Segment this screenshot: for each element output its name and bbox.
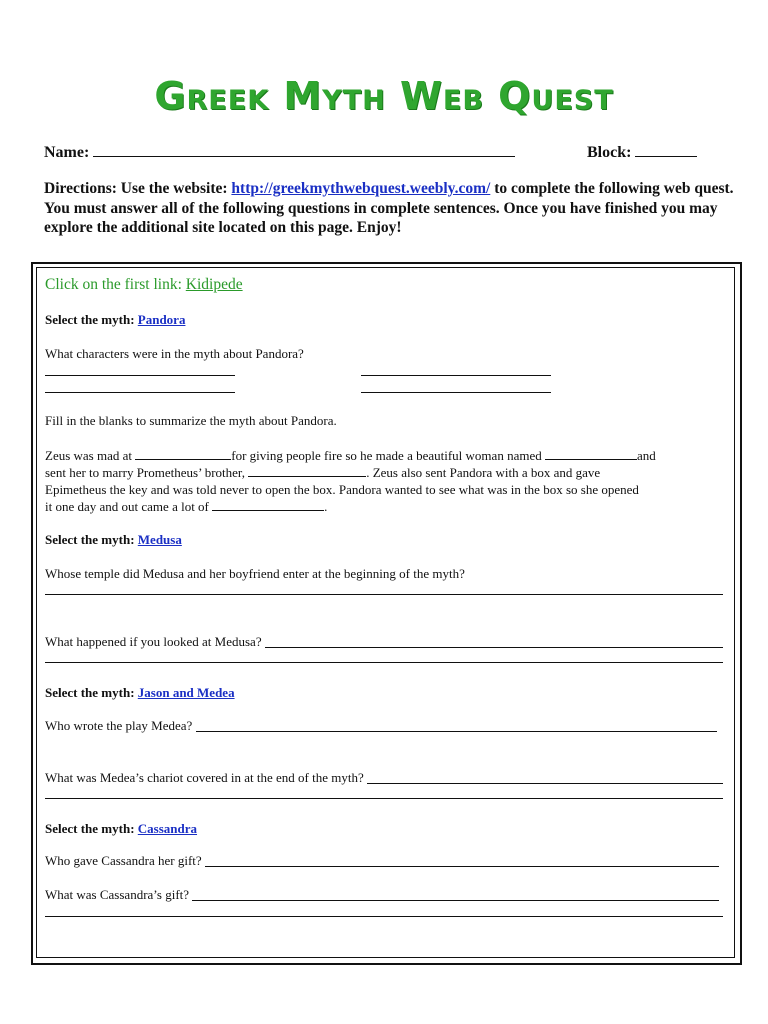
summary-text: Epimetheus the key and was told never to open the box. Pandora wanted to see what was in the box so she opened: [45, 482, 639, 497]
answer-line[interactable]: [45, 798, 723, 799]
question-medea-chariot: [45, 770, 723, 786]
kidipede-link[interactable]: Kidipede: [185, 276, 243, 293]
select-label: Select the myth:: [45, 821, 138, 836]
question-text: Who gave Cassandra her gift?: [45, 853, 205, 868]
answer-line[interactable]: [192, 887, 719, 901]
website-link[interactable]: http://greekmythwebquest.weebly.com/: [231, 180, 491, 197]
select-myth-pandora: [45, 312, 185, 328]
select-label: Select the myth:: [45, 532, 138, 547]
question-text: What was Medea’s chariot covered in at the end of the myth?: [45, 770, 367, 785]
select-myth-jason: [45, 685, 235, 701]
question-cassandra-giver: [45, 853, 719, 869]
question-medea-author: [45, 718, 717, 734]
directions-lead: Directions: Use the website:: [44, 180, 232, 197]
summary-text: for giving people fire so he made a beautiful woman named: [231, 448, 545, 463]
question-text: What happened if you looked at Medusa?: [45, 634, 265, 649]
select-label: Select the myth:: [45, 312, 138, 327]
answer-line[interactable]: [361, 392, 551, 393]
answer-line[interactable]: [45, 916, 723, 917]
name-label: Name:: [44, 144, 90, 161]
answer-line[interactable]: [367, 770, 723, 784]
question-cassandra-gift: [45, 887, 719, 903]
answer-line[interactable]: [205, 853, 719, 867]
block-input-line[interactable]: [635, 141, 697, 157]
block-label: Block:: [587, 144, 632, 161]
blank-troubles[interactable]: [212, 498, 324, 511]
summary-text: it one day and out came a lot of: [45, 499, 213, 514]
question-pandora-characters: What characters were in the myth about Pandora?: [45, 346, 304, 361]
name-input-line[interactable]: [93, 141, 515, 157]
first-link-row: [45, 276, 243, 294]
answer-line[interactable]: [45, 375, 235, 376]
cassandra-link[interactable]: Cassandra: [137, 821, 198, 836]
pandora-summary-instructions: Fill in the blanks to summarize the myth about Pandora.: [45, 413, 337, 428]
blank-prometheus[interactable]: [135, 447, 231, 460]
summary-text: sent her to marry Prometheus’ brother,: [45, 465, 249, 480]
answer-line[interactable]: [45, 662, 723, 663]
question-medusa-look: [45, 634, 723, 650]
question-text: Who wrote the play Medea?: [45, 718, 196, 733]
blank-epimetheus[interactable]: [248, 464, 366, 477]
name-field-row: [44, 141, 515, 162]
directions: [44, 179, 734, 238]
answer-line[interactable]: [196, 718, 717, 732]
summary-text: .: [324, 499, 328, 514]
block-field-row: [587, 141, 697, 162]
pandora-link[interactable]: Pandora: [137, 312, 186, 327]
summary-text: Zeus was mad at: [45, 448, 136, 463]
blank-pandora[interactable]: [545, 447, 637, 460]
select-myth-medusa: [45, 532, 182, 548]
jason-medea-link[interactable]: Jason and Medea: [137, 685, 235, 700]
pandora-summary-paragraph: [45, 447, 735, 515]
first-link-label: Click on the first link:: [45, 276, 186, 293]
summary-text: and: [636, 448, 656, 463]
answer-line[interactable]: [361, 375, 551, 376]
question-text: What was Cassandra’s gift?: [45, 887, 193, 902]
select-label: Select the myth:: [45, 685, 138, 700]
answer-line[interactable]: [265, 634, 723, 648]
select-myth-cassandra: [45, 821, 197, 837]
directions-rest: to complete the following web quest. You must answer all of the following questions in complete sentences. Once you have finished you may explore the additional site located on this page. Enjoy!: [44, 180, 734, 236]
answer-line[interactable]: [45, 594, 723, 595]
answer-line[interactable]: [45, 392, 235, 393]
question-medusa-temple: Whose temple did Medusa and her boyfriend enter at the beginning of the myth?: [45, 566, 465, 581]
summary-text: . Zeus also sent Pandora with a box and gave: [366, 465, 601, 480]
medusa-link[interactable]: Medusa: [137, 532, 182, 547]
page-title: Greek Myth Web Quest: [154, 74, 614, 118]
